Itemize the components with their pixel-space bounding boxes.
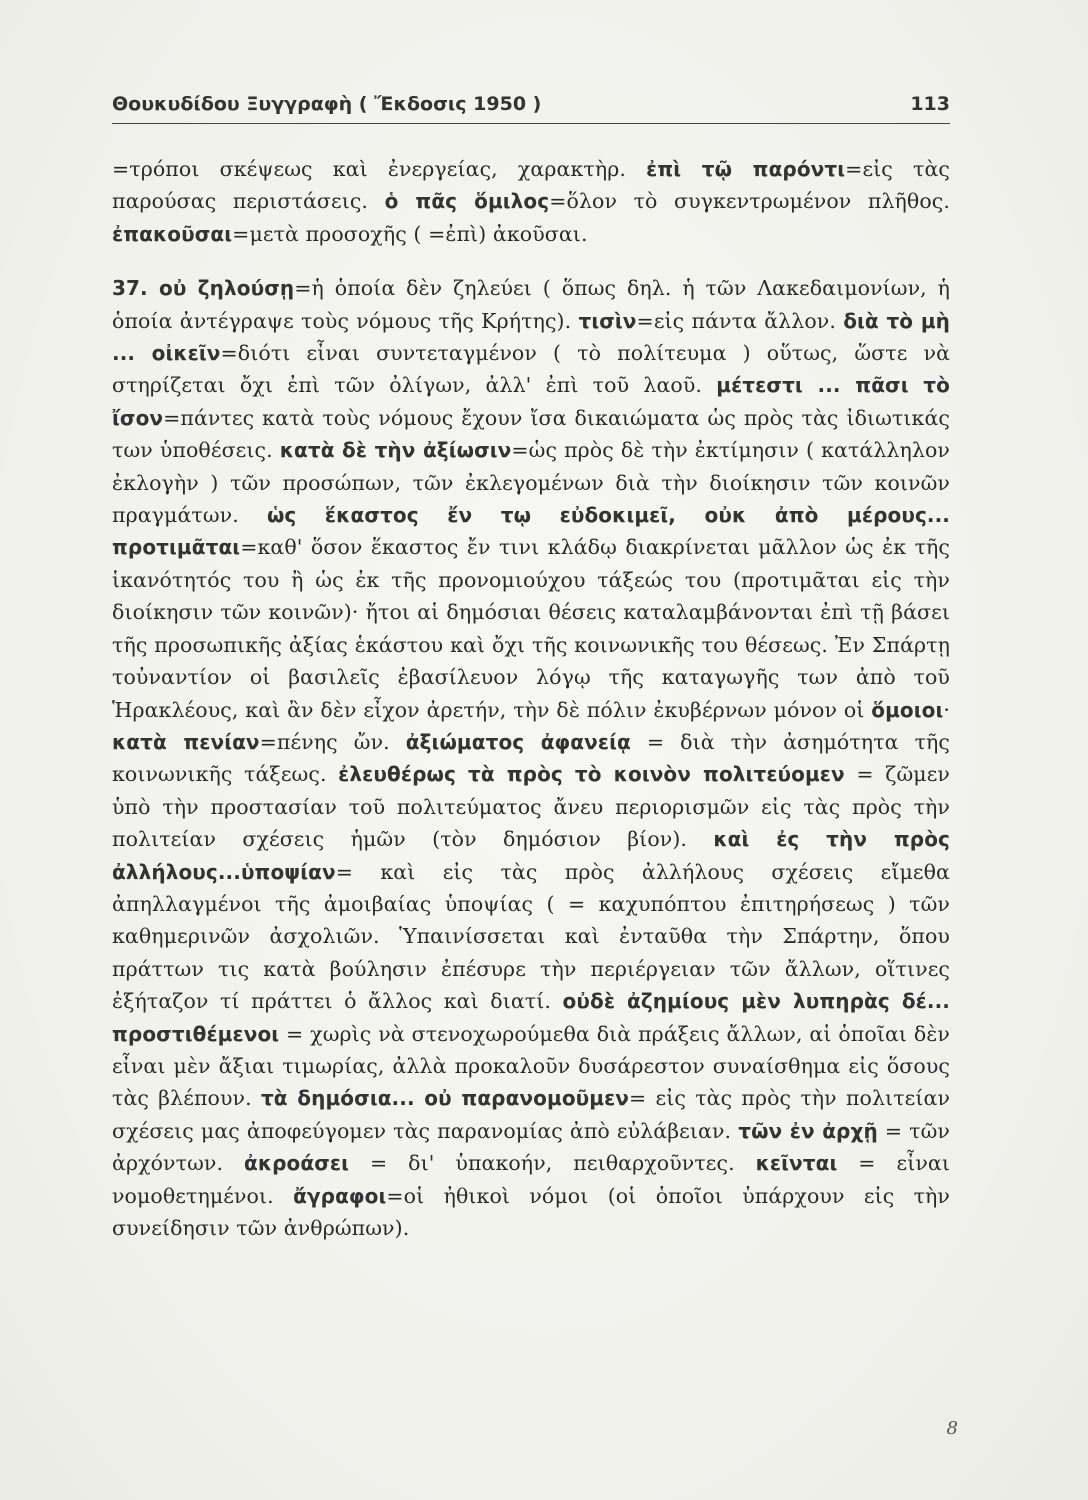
page-number: 113 bbox=[910, 93, 950, 115]
gloss-text: =εἰς πάντα ἄλλον. bbox=[636, 308, 844, 333]
gloss-text: = διὰ τὴν ἀσημότητα τῆς κοινωνικῆς τάξεως. bbox=[112, 729, 950, 787]
lemma-term: ὡς ἕκαστος ἔν τῳ εὐδοκιμεῖ, οὐκ ἀπὸ μέρους... προτιμᾶται bbox=[112, 503, 950, 560]
lemma-term: τὰ δημόσια... οὐ παρανομοῦμεν bbox=[260, 1086, 630, 1111]
lemma-term: τισὶν bbox=[578, 308, 637, 333]
gloss-text: =εἰς τὰς παρούσας περιστάσεις. bbox=[112, 157, 950, 214]
lemma-term: οὐδὲ ἀζημίους μὲν λυπηρὰς δέ... προστιθέμενοι bbox=[112, 989, 950, 1046]
paragraph-2 bbox=[112, 272, 950, 1244]
signature-mark: 8 bbox=[946, 1418, 958, 1439]
gloss-text: =τρόποι σκέψεως καὶ ἐνεργείας, χαρακτὴρ. bbox=[112, 157, 647, 181]
lemma-term: ἐπακοῦσαι bbox=[112, 221, 233, 246]
lemma-term: ἐπὶ τῷ παρόντι bbox=[646, 157, 846, 181]
header-title: Θουκυδίδου Ξυγγραφὴ ( Ἔκδοσις 1950 ) bbox=[112, 93, 542, 115]
gloss-text: = δι' ὑπακοήν, πειθαρχοῦντες. bbox=[349, 1151, 756, 1176]
lemma-term: ἄγραφοι bbox=[293, 1183, 387, 1208]
gloss-text: =ὡς πρὸς δὲ τὴν ἐκτίμησιν ( κατάλληλον ἐκλογὴν ) τῶν προσώπων, τῶν ἐκλεγομένων διὰ τὴν διοίκησιν τῶν κοινῶν πραγμάτων. bbox=[112, 438, 950, 528]
lemma-term: μέτεστι ... πᾶσι τὸ ἴσον bbox=[112, 373, 950, 430]
lemma-term: οὐ ζηλούσῃ bbox=[159, 276, 295, 301]
lemma-term: ὁ πᾶς ὅμιλος bbox=[384, 189, 550, 214]
gloss-text: · bbox=[943, 697, 950, 722]
gloss-text: =ἡ ὁποία δὲν ζηλεύει ( ὅπως δηλ. ἡ τῶν Λακεδαιμονίων, ἡ ὁποία ἀντέγραψε τοὺς νόμους τῆς Κρήτης). bbox=[112, 276, 951, 333]
gloss-text: =ὅλον τὸ συγκεντρωμένον πλῆθος. bbox=[549, 189, 951, 214]
lemma-term: κεῖνται bbox=[755, 1151, 838, 1176]
paragraph-1 bbox=[112, 153, 950, 250]
gloss-text: =διότι εἶναι συντεταγμένον ( τὸ πολίτευμα ) οὕτως, ὥστε νὰ στηρίζεται ὄχι ἐπὶ τῶν ὀλίγων, ἀλλ' ἐπὶ τοῦ λαοῦ. bbox=[112, 341, 951, 398]
lemma-term: ἀξιώματος ἀφανείᾳ bbox=[405, 729, 631, 754]
running-header bbox=[112, 93, 950, 124]
lemma-term: κατὰ δὲ τὴν ἀξίωσιν bbox=[279, 438, 512, 463]
gloss-text: = τῶν ἀρχόντων. bbox=[112, 1118, 950, 1176]
gloss-text: = ζῶμεν ὑπὸ τὴν προστασίαν τοῦ πολιτεύματος ἄνευ περιορισμῶν εἰς τὰς πρὸς τὴν πολιτείαν σχέσεις ἡμῶν (τὸν δημόσιον βίον). bbox=[112, 762, 950, 852]
lemma-term: κατὰ πενίαν bbox=[112, 729, 260, 754]
gloss-text: =οἱ ἠθικοὶ νόμοι (οἱ ὁποῖοι ὑπάρχουν εἰς τὴν συνείδησιν τῶν ἀνθρώπων). bbox=[112, 1183, 950, 1240]
gloss-text: =πένης ὤν. bbox=[259, 729, 406, 754]
gloss-text: = εἶναι νομοθετημένοι. bbox=[112, 1151, 950, 1208]
gloss-text: = καὶ εἰς τὰς πρὸς ἀλλήλους σχέσεις εἴμεθα ἀπηλλαγμένοι τῆς ἀμοιβαίας ὑποψίας ( = καχυπόπτου ἐπιτηρήσεως ) τῶν καθημερινῶν ἀσχολιῶν. Ὑπαινίσσεται καὶ ἐνταῦθα τὴν Σπάρτην, ὅπου πράττων τις κατὰ βούλησιν ἐπέσυρε τὴν περιέργειαν τῶν ἄλλων, οἵτινες ἐξήταζον τί πράττει ὁ ἄλλος καὶ διατί. bbox=[112, 859, 950, 1014]
gloss-text: =καθ' ὅσον ἕκαστος ἔν τινι κλάδῳ διακρίνεται μᾶλλον ὡς ἐκ τῆς ἱκανότητός του ἢ ὡς ἐκ τῆς προνομιούχου τάξεώς του (προτιμᾶται εἰς τὴν διοίκησιν τῶν κοινῶν)· ἤτοι αἱ δημόσιαι θέσεις καταλαμβάνονται ἐπὶ τῇ βάσει τῆς προσωπικῆς ἀξίας ἑκάστου καὶ ὄχι τῆς κοινωνικῆς του θέσεως. Ἐν Σπάρτῃ τοὐναντίον οἱ βασιλεῖς ἐβασίλευον λόγῳ τῆς καταγωγῆς των ἀπὸ τοῦ Ἡρακλέους, καὶ ἂν δὲν εἶχον ἀρετήν, τὴν δὲ πόλιν ἐκυβέρνων μόνον οἱ bbox=[112, 535, 950, 722]
lemma-term: διὰ τὸ μὴ ... οἰκεῖν bbox=[112, 308, 950, 366]
lemma-term: ἀκροάσει bbox=[243, 1151, 350, 1176]
gloss-text: =μετὰ προσοχῆς ( =ἐπὶ) ἀκοῦσαι. bbox=[232, 221, 588, 246]
lemma-term: ἐλευθέρως τὰ πρὸς τὸ κοινὸν πολιτεύομεν bbox=[338, 762, 845, 787]
lemma-term: τῶν ἐν ἀρχῇ bbox=[738, 1118, 878, 1143]
gloss-text: =πάντες κατὰ τοὺς νόμους ἔχουν ἴσα δικαιώματα ὡς πρὸς τὰς ἰδιωτικάς των ὑποθέσεις. bbox=[112, 405, 950, 463]
lemma-term: ὅμοιοι bbox=[871, 697, 944, 722]
gloss-text: = εἰς τὰς πρὸς τὴν πολιτείαν σχέσεις μας ἀποφεύγομεν τὰς παρανομίας ἀπὸ εὐλάβειαν. bbox=[112, 1086, 951, 1143]
lemma-term: 37. bbox=[112, 276, 160, 301]
commentary-text bbox=[112, 153, 950, 1244]
gloss-text: = χωρὶς νὰ στενοχωρούμεθα διὰ πράξεις ἄλλων, αἱ ὁποῖαι δὲν εἶναι μὲν ἄξιαι τιμωρίας, ἀλλὰ προκαλοῦν δυσάρεστον συναίσθημα εἰς ὅσους τὰς βλέπουν. bbox=[112, 1021, 950, 1111]
lemma-term: καὶ ἐς τὴν πρὸς ἀλλήλους...ὑποψίαν bbox=[112, 827, 950, 884]
